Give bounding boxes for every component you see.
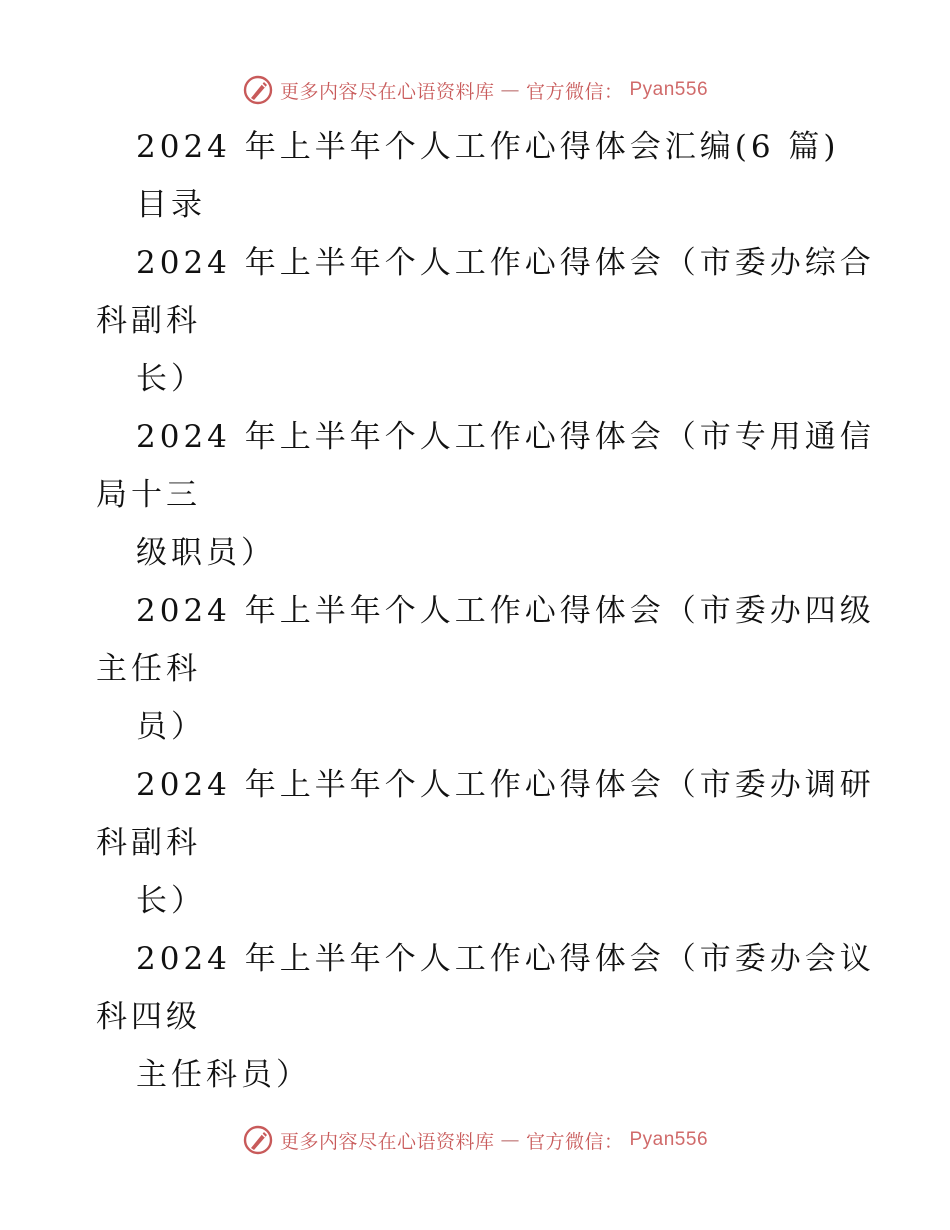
toc-line: 科四级: [96, 999, 201, 1035]
banner-brand-text: 更多内容尽在心语资料库: [279, 80, 495, 103]
toc-line: 2024 年上半年个人工作心得体会（市委办综合: [136, 245, 875, 281]
toc-line: 主任科员）: [136, 1057, 311, 1093]
toc-line: 科副科: [96, 303, 201, 339]
document-title: 2024 年上半年个人工作心得体会汇编(6 篇): [136, 129, 840, 165]
header-banner: [0, 70, 950, 110]
toc-heading: 目录: [136, 187, 206, 223]
toc-line: 2024 年上半年个人工作心得体会（市委办调研: [136, 767, 875, 803]
toc-line: 员）: [136, 709, 206, 745]
toc-line: 2024 年上半年个人工作心得体会（市委办会议: [136, 941, 875, 977]
banner-wechat-id: Pyan556: [629, 1129, 709, 1150]
toc-line: 长）: [136, 361, 206, 397]
quill-pen-logo-icon: [242, 74, 274, 106]
footer-banner: [0, 1120, 950, 1160]
banner-wechat-id: Pyan556: [629, 79, 709, 100]
banner-wechat-label: 官方微信：: [525, 80, 624, 103]
toc-line: 主任科: [96, 651, 201, 687]
toc-line: 2024 年上半年个人工作心得体会（市委办四级: [136, 593, 875, 629]
banner-separator: —: [500, 79, 520, 101]
quill-pen-logo-icon: [242, 1124, 274, 1156]
toc-line: 科副科: [96, 825, 201, 861]
toc-line: 级职员）: [136, 535, 276, 571]
banner-separator: —: [500, 1129, 520, 1151]
toc-line: 长）: [136, 883, 206, 919]
toc-line: 2024 年上半年个人工作心得体会（市专用通信: [136, 419, 875, 455]
toc-line: 局十三: [96, 477, 201, 513]
document-body: [96, 118, 875, 1104]
banner-wechat-label: 官方微信：: [525, 1130, 624, 1153]
banner-brand-text: 更多内容尽在心语资料库: [279, 1130, 495, 1153]
